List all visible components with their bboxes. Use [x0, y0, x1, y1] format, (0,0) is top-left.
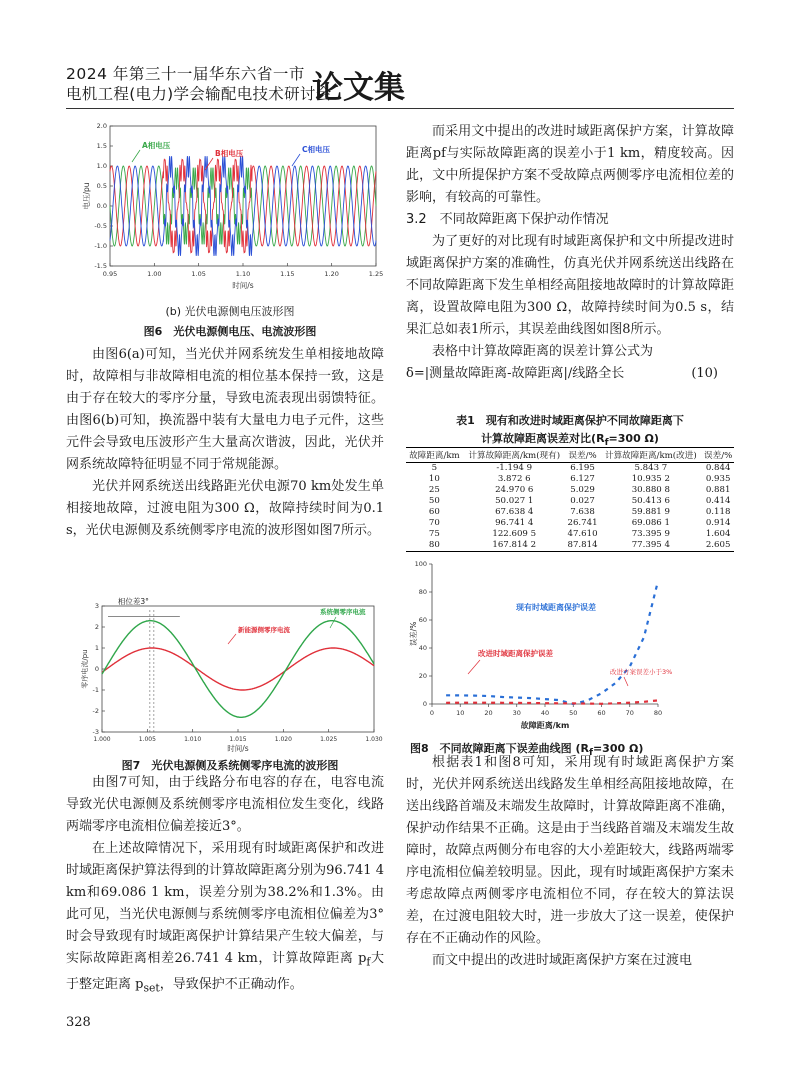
y-axis-label: 零序电流/pu	[81, 649, 89, 689]
x-tick-label: 1.030	[365, 736, 383, 743]
x-tick-label: 1.025	[320, 736, 338, 743]
y-tick-label: 60	[418, 616, 427, 624]
table-cell: 77.395 4	[599, 540, 702, 552]
table-header-cell: 计算故障距离/km(改进)	[599, 448, 702, 463]
y-axis-label: 电压/pu	[82, 182, 91, 210]
x-tick-label: 1.00	[147, 270, 162, 278]
table-cell: 5	[431, 463, 438, 473]
annotation-arrow	[468, 660, 480, 674]
y-tick-label: 80	[418, 588, 427, 596]
annotation-improved: 改进时域距离保护误差	[478, 649, 553, 658]
left-paragraphs-a	[66, 344, 384, 542]
x-tick-label: 1.10	[235, 270, 251, 278]
figure-6b	[80, 118, 384, 296]
y-tick-label: 100	[414, 560, 427, 568]
table-cell: 0.027	[570, 496, 595, 506]
table-cell: 67.638 4	[495, 507, 534, 517]
table-cell: 10.935 2	[631, 474, 670, 484]
table-row	[406, 507, 734, 518]
legend-arrow	[292, 154, 300, 166]
legend-arrow	[330, 617, 336, 628]
x-tick-label: 1.25	[368, 270, 384, 278]
table-row	[406, 518, 734, 529]
right-paragraphs-a	[406, 121, 734, 385]
series-line-1	[446, 581, 658, 704]
table-cell: 10	[428, 474, 440, 484]
table-cell: 6.127	[570, 474, 595, 484]
right-paragraph-5: 而文中提出的改进时域距离保护方案在过渡电	[432, 953, 693, 968]
table-cell: 7.638	[570, 507, 595, 517]
legend-label-1: 新能源侧零序电流	[238, 626, 290, 634]
table-row	[406, 540, 734, 552]
right-paragraph-2: 为了更好的对比现有时域距离保护和文中所提改进时域距离保护方案的准确性，仿真光伏并网系统送出线路在不同故障距离下发生单相经高阻接地故障时的计算故障距离，设置故障电阻为300 Ω，故障持续时间为0.5 s，结果汇总如表1所示，其误差曲线图如图8所示。	[406, 234, 734, 337]
legend-label-2: B相电压	[215, 149, 244, 158]
x-tick-label: 50	[569, 709, 578, 717]
annotation-less-than-3: 改进方案误差小于3%	[610, 668, 673, 676]
table-cell: 50.027 1	[495, 496, 534, 506]
series-line-1	[102, 648, 374, 690]
table-row	[406, 474, 734, 485]
right-paragraph-4: 根据表1和图8可知，采用现有时域距离保护方案时，光伏并网系统送出线路发生单相经高阻接地故障，在送出线路首端及末端发生故障时，计算故障距离不准确，保护动作结果不正确。这是由于当线路首端及末端发生故障时，故障点两侧分布电容的大小差距较大，线路两端零序电流相位偏差较明显。因此，现有时域距离保护方案未考虑故障点两侧零序电流相位不同，存在较大的算法误差，在过渡电阻较大时，进一步放大了这一误差，使保护存在不正确动作的风险。	[406, 755, 734, 946]
table-1-title-1: 表1 现有和改进时域距离保护不同故障距离下	[456, 414, 684, 427]
x-tick-label: 1.005	[138, 736, 156, 743]
formula	[406, 363, 734, 385]
table-cell: 5.029	[570, 485, 595, 495]
header-line-1: 2024 年第三十一届华东六省一市	[66, 65, 305, 83]
table-cell: -1.194 9	[496, 463, 533, 473]
table-cell: 30.880 8	[631, 485, 670, 495]
y-tick-label: -0.5	[94, 222, 107, 230]
x-axis-label: 故障距离/km	[520, 721, 570, 730]
table-cell: 60	[428, 507, 440, 517]
figure-7-caption: 图7 光伏电源侧及系统侧零序电流的波形图	[121, 759, 339, 772]
x-tick-label: 20	[484, 709, 493, 717]
table-header-cell: 故障距离/km	[406, 448, 463, 463]
y-tick-label: -1	[92, 686, 99, 694]
x-tick-label: 60	[597, 709, 606, 717]
phase-difference-label: 相位差3°	[117, 597, 149, 606]
annotation-arrow	[624, 677, 628, 686]
table-cell: 47.610	[567, 529, 598, 539]
table-cell: 3.872 6	[497, 474, 531, 484]
formula-number: (10)	[691, 366, 718, 381]
table-cell: 6.195	[570, 463, 595, 473]
right-paragraphs-b	[406, 752, 734, 972]
legend-arrow	[228, 634, 236, 644]
table-header-cell: 误差/%	[566, 448, 600, 463]
x-tick-label: 0.95	[102, 270, 118, 278]
table-cell: 26.741	[567, 518, 598, 528]
y-tick-label: 0	[422, 700, 427, 708]
legend-label-3: C相电压	[302, 145, 331, 154]
x-tick-label: 1.000	[93, 736, 111, 743]
table-header-cell: 计算故障距离/km(现有)	[463, 448, 566, 463]
table-cell: 0.414	[705, 496, 731, 506]
x-tick-label: 1.15	[280, 270, 295, 278]
table-cell: 59.881 9	[631, 507, 670, 517]
table-1-title-2: 计算故障距离误差对比($R_f=300$ Ω)	[481, 432, 659, 449]
table-cell: 0.881	[705, 485, 731, 495]
x-tick-label: 1.20	[324, 270, 339, 278]
figure-6b-caption: (b) 光伏电源侧电压波形图	[165, 305, 295, 318]
x-tick-label: 10	[456, 709, 465, 717]
figure-8-caption: 图8 不同故障距离下误差曲线图 ($R_f=300$ Ω)	[410, 742, 644, 759]
section-3-2-heading: 3.2 不同故障距离下保护动作情况	[406, 212, 609, 227]
y-tick-label: 1.0	[96, 162, 107, 170]
x-axis-label: 时间/s	[227, 744, 249, 753]
header-rule	[66, 108, 734, 109]
y-tick-label: 0	[94, 665, 99, 673]
table-cell: 25	[428, 485, 440, 495]
table-cell: 24.970 6	[495, 485, 534, 495]
left-paragraph-4: 在上述故障情况下，采用现有时域距离保护和改进时域距离保护算法得到的计算故障距离分别为96.741 4 km和69.086 1 km，误差分别为38.2%和1.3%。由此可见，当光伏电源侧与系统侧零序电流相位偏差为3°时会导致现有时域距离保护计算结果产生较大偏差，与实际故障距离相差26.741 4 km，计算故障距离 $p_f$大于整定距离 $p_{set}$，导致保护不正确动作。	[66, 841, 384, 995]
table-cell: 69.086 1	[631, 518, 670, 528]
page-number: 328	[66, 1015, 91, 1030]
table-cell: 0.914	[705, 518, 731, 528]
x-axis-label: 时间/s	[232, 281, 254, 290]
table-row	[406, 463, 734, 475]
x-tick-label: 70	[625, 709, 634, 717]
y-tick-label: 2.0	[96, 122, 107, 130]
header-title: 论文集	[312, 70, 405, 106]
annotation-existing: 现有时域距离保护误差	[516, 603, 596, 612]
series-line-2	[446, 700, 658, 703]
table-cell: 122.609 5	[492, 529, 537, 539]
left-paragraph-2: 光伏并网系统送出线路距光伏电源70 km处发生单相接地故障，过渡电阻为300 Ω，故障持续时间为0.1 s，光伏电源侧及系统侧零序电流的波形图如图7所示。	[66, 479, 384, 538]
y-tick-label: -2	[92, 707, 99, 715]
y-axis-label: 误差/%	[409, 621, 418, 647]
header-line-2: 电机工程(电力)学会输配电技术研讨会	[66, 85, 332, 103]
left-paragraphs-b	[66, 772, 384, 999]
table-cell: 167.814 2	[463, 540, 566, 552]
x-tick-label: 0	[429, 709, 435, 717]
table-cell: 0.118	[705, 507, 731, 517]
table-cell: 50.413 6	[631, 496, 670, 506]
table-cell: 5.843 7	[634, 463, 668, 473]
x-tick-label: 1.020	[274, 736, 292, 743]
plot-frame	[102, 606, 374, 732]
x-tick-label: 1.05	[191, 270, 206, 278]
legend-label-1: A相电压	[142, 141, 171, 150]
y-tick-label: 2	[94, 623, 99, 631]
table-cell: 80	[406, 540, 463, 552]
y-tick-label: 1	[94, 644, 99, 652]
x-tick-label: 1.010	[184, 736, 202, 743]
table-cell: 75	[428, 529, 440, 539]
table-row	[406, 485, 734, 496]
legend-label-2: 系统侧零序电流	[320, 608, 366, 616]
y-tick-label: 40	[418, 644, 427, 652]
series-line-2	[102, 621, 374, 718]
figure-7	[80, 592, 383, 753]
x-tick-label: 30	[512, 709, 521, 717]
error-curve-chart	[410, 556, 730, 732]
y-tick-label: -1.5	[94, 262, 107, 270]
table-cell: 0.935	[705, 474, 731, 484]
y-tick-label: -3	[92, 728, 99, 736]
figure-8	[410, 556, 730, 732]
table-cell: 96.741 4	[495, 518, 534, 528]
right-paragraph-1: 而采用文中提出的改进时域距离保护方案，计算故障距离pf与实际故障距离的误差小于1 km，精度较高。因此，文中所提保护方案不受故障点两侧零序电流相位差的影响，有较高的可靠性。	[406, 124, 734, 205]
y-tick-label: 20	[418, 672, 427, 680]
table-row	[406, 496, 734, 507]
y-tick-label: -1.0	[94, 242, 107, 250]
y-tick-label: 0.0	[96, 202, 107, 210]
left-paragraph-3: 由图7可知，由于线路分布电容的存在，电容电流导致光伏电源侧及系统侧零序电流相位发生变化，线路两端零序电流相位偏差接近3°。	[66, 775, 384, 834]
table-header-cell: 误差/%	[702, 448, 734, 463]
table-cell: 70	[428, 518, 440, 528]
y-tick-label: 3	[94, 602, 99, 610]
figure-6-caption: 图6 光伏电源侧电压、电流波形图	[143, 325, 317, 338]
table-row	[406, 529, 734, 540]
zero-sequence-current-chart	[80, 592, 383, 753]
voltage-waveform-chart	[80, 118, 384, 296]
y-tick-label: 1.5	[96, 142, 107, 150]
table-cell: 50	[428, 496, 440, 506]
x-tick-label: 80	[653, 709, 663, 717]
left-paragraph-1: 由图6(a)可知，当光伏并网系统发生单相接地故障时，故障相与非故障相电流的相位基本保持一致，这是由于存在较大的零序分量，导致电流表现出弱馈特征。由图6(b)可知，换流器中装有大量电力电子元件，这些元件会导致电压波形产生大量高次谐波，因此，光伏并网系统故障特征明显不同于常规能源。	[66, 347, 384, 472]
table-cell: 0.844	[705, 463, 731, 473]
legend-arrow	[132, 150, 140, 162]
table-cell: 73.395 9	[631, 529, 670, 539]
x-tick-label: 1.015	[229, 736, 247, 743]
formula-text: δ=|测量故障距离-故障距离|/线路全长	[406, 366, 625, 381]
right-paragraph-3: 表格中计算故障距离的误差计算公式为	[432, 344, 654, 359]
table-cell: 2.605	[702, 540, 734, 552]
x-tick-label: 40	[540, 709, 550, 717]
table-cell: 1.604	[705, 529, 731, 539]
y-tick-label: 0.5	[96, 182, 107, 190]
table-cell: 87.814	[567, 540, 598, 550]
table-1	[406, 447, 734, 552]
